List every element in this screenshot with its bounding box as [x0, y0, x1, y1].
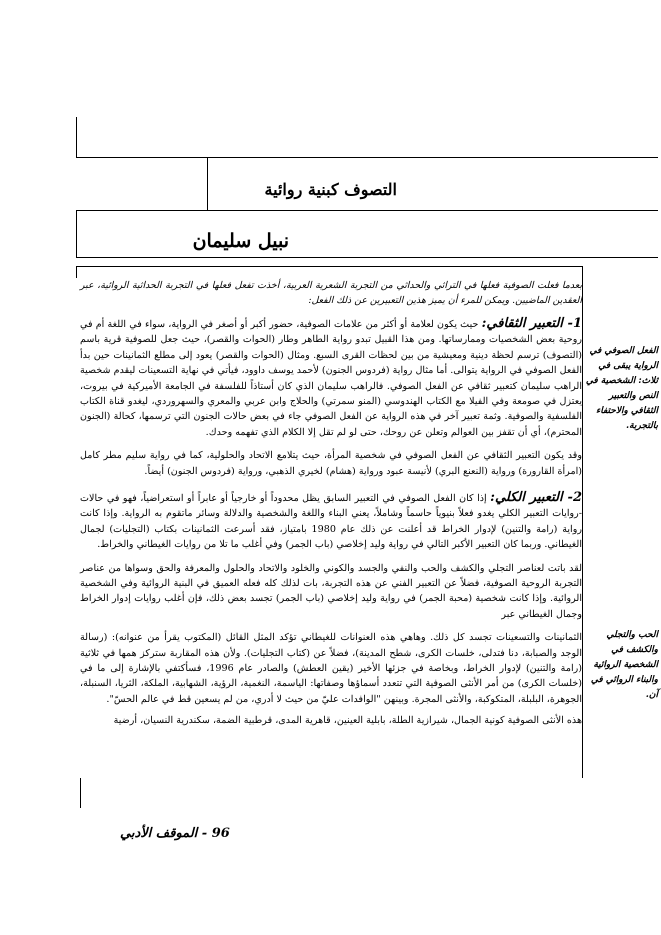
section-1-heading: 1- التعبير الثقافي: [481, 316, 582, 331]
body-frame-left [76, 266, 77, 278]
article-intro [80, 278, 582, 309]
intro-text: بعدما فعلت الصوفية فعلها في التراثي والحداثي من التجربة الشعرية العربية، أخذت تفعل فعلها في التجربة الحداثية الروائية، عبر العقدين الماضيين. ويمكن للمرء أن يميز هذين التعبيرين عن ذلك الفعل: [80, 280, 582, 307]
author-rule [76, 257, 658, 258]
page-footer: 96 - الموقف الأدبي [120, 826, 230, 841]
section-1-text-2: وقد يكون التعبير الثقافي عن الفعل الصوفي في شخصية المرأة، حيث يتلامع الاتحاد والحلولية، كما في رواية سليم مطر كامل (امرأة القارورة) ورواية (النعنع البري) لأنيسة عبود ورواية (هشام) لخيري الذهبي، ورواية (فردوس الجنون) أيضاً. [80, 450, 582, 477]
article-title: التصوف كبنية روائية [264, 180, 397, 199]
header-rule-lower [76, 210, 658, 211]
body-frame-bottom-left [80, 778, 81, 808]
header-rule-top [76, 117, 77, 157]
section-1 [80, 316, 582, 479]
sidebar-note-2: الحب والتجلي والكشف في الشخصية الروائية والبناء الروائي في آن. [590, 630, 658, 700]
section-2-text: إذا كان الفعل الصوفي في التعبير السابق يظل محدوداً أو خارجياً أو عابراً أو استعراضياً، فهو في حالات -روايات التعبير الكلي يغدو فعلاً بنيوياً حاسماً وشاملاً، يعني البناء واللغة والشخصية والدلالة وسائر ماتقوم به الرواية. وإذا كانت رواية (رامة والتنين) لإدوار الخراط قد أعلنت عن ذلك عام 1980 بامتياز، فقد أسرعت الثمانينات بكتاب (التجليات) لجمال الغيطاني. وربما كان التعبير الأكبر التالي في رواية وليد إخلاصي (باب الجمر) وفي أغلب ما تلا من روايات الغيطاني والخراط. [80, 493, 582, 551]
section-2-text-4: هذه الأنثى الصوفية كونية الجمال، شيرازية الطلة، بابلية العينين، قاهرية المدى، قرطبية الضمة، سكندرية النسيان، أرضية [113, 715, 582, 727]
frame-left-vertical [76, 210, 77, 258]
section-1-paragraph [80, 316, 582, 440]
body-frame-top [76, 266, 582, 267]
sidebar-note-1: الفعل الصوفي في الرواية يبقى في ثلاث: الشخصية في النص والتعبير الثقافي والاحتفاء بالتجربة. [585, 346, 658, 431]
section-2 [80, 490, 582, 729]
section-1-text: حيث يكون لعلامة أو أكثر من علامات الصوفية، حضور أكبر أو أصغر في الرواية، سواء في اللغة أم في روحية بعض الشخصيات وممارساتها. ومن هذا القبيل تبدو رواية الطاهر وطار (الحوات والقصر)، حيث جعل للصوفية قرية باسم (التصوف) ترسم لحظة دينية ومعيشية من بين لحظات القرى السبع. ومثال (الحوات والقصر) يعود إلى مطلع الثمانينات حين بدأ الفعل الصوفي في الرواية يتوالى. أما مثال رواية (فردوس الجنون) لأحمد يوسف داوود، فيأتي في نهاية التسعينات ليقدم شخصية الراهب سليمان كتعبير ثقافي عن الفعل الصوفي. فالراهب سليمان الذي كان أستاذاً للفلسفة في الجامعة الأميركية في بيروت، يعتزل في صومعة وفي الفيلا مع الكتاب الهندوسي (المنو سمرتي) والحلاج وابن عربي والمعري والسهروردي، ليغدو قناة الكتاب الفلسفية والصوفية. وثمة تعبير آخر في هذه الرواية عن الفعل الصوفي جاء في بعض حالات الجنون التي ترسمها، كحالة (الجنون المحترم)، أي أن تقفز بين العوالم وتعلن عن روحك، حتى لو لم تقل إلا الكلام الذي تفهمه وحدك. [80, 319, 582, 438]
header-rule-mid [76, 157, 658, 158]
section-2-paragraph [80, 490, 582, 553]
section-2-text-3: الثمانينات والتسعينات تجسد كل ذلك. وهاهي هذه العنوانات للغيطاني تؤكد المثل القائل (المكتوب يقرأ من عنوانه): (رسالة الوجد والصبابة، دنا فتدلى، خلسات الكرى، شطح المدينة)، فضلاً عن (كتاب التجليات). ولأن هذه المقاربة ستركز همها في ثلاثية (رامة والتنين) لإدوار الخراط، وبخاصة في جزئها الأخير (يقين العطش) والصادر عام 1996، فسأكتفي بالإشارة إلى ما في (خلسات الكرى) من أمر الأنثى الصوفية التي تتعدد أسماؤها وصفاتها: الياسمة، النغمية، الرؤية، الشهابية، الملكة، الثريا، السنبلة، الجوهرة، البلبلة، المتكوكبة، والأنثى المجرة. وبينهن "الوافدات عليّ من حيث لا أدري، من لم يسعين قط في عالم الحسّ". [80, 632, 582, 705]
body-frame-right [582, 266, 583, 778]
section-2-text-2: لقد باتت لعناصر التجلي والكشف والحب والنفي والجسد والكوني والخلود والاتحاد والحلول والمعرفة والحق وسواها من عناصر التجربة الروحية الصوفية، فضلاً عن التعبير الفني عن هذه التجربة، بات لذلك كله فعله العميق في البنية الروائية وفي الشخصية الروائية. وإذا كانت شخصية (محبة الجمر) في رواية وليد إخلاصي (باب الجمر) تجسد بعض ذلك، فإن أغلب روايات إدوار الخراط وجمال الغيطاني عبر [80, 562, 582, 620]
section-2-heading: 2- التعبير الكلي: [490, 490, 582, 505]
article-author: نبيل سليمان [192, 230, 289, 252]
